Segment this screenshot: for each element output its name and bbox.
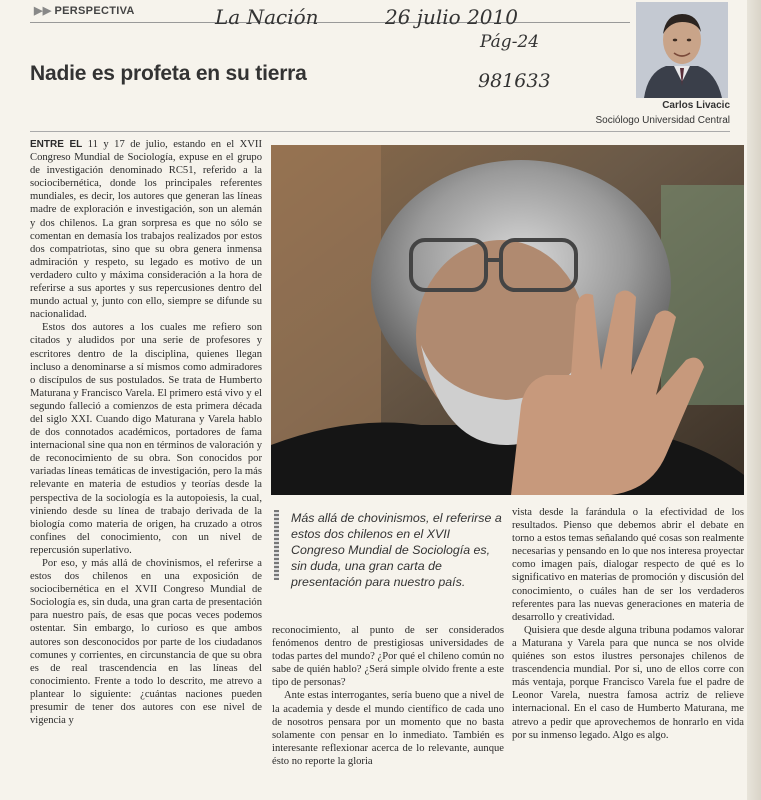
scan-edge xyxy=(747,0,761,800)
photo-caption: Más allá de chovinismos, el referirse a estos dos chilenos en el XVII Congreso Mundial de Sociología es, sin duda, una gran carta de presentación para nuestro país. xyxy=(291,511,502,589)
article-column-middle xyxy=(272,624,504,784)
portrait-photo-icon xyxy=(271,145,744,495)
caption-marker xyxy=(274,510,279,580)
section-tag xyxy=(34,4,135,17)
article-paragraph xyxy=(30,138,262,321)
article-column-left xyxy=(30,138,262,778)
author-portrait-icon xyxy=(636,2,728,98)
dateline: ENTRE EL xyxy=(30,139,83,150)
article-paragraph: Estos dos autores a los cuales me refiero son citados y aludidos por una serie de profesores y escritores dentro de la disciplina, quienes llegan incluso a denominarse a sí mismos como admiradores o discípulos de sus postulados. Se trata de Humberto Maturana y Francisco Varela. El primero está vivo y el segundo falleció a comienzos de esta primera década del siglo XXI. Cuando digo Maturana y Varela hablo de dos connotados académicos, portadores de fama internacional sine qua non en términos de valoración y de reconocimiento de su obra. Son conocidos por variadas líneas temáticas de investigación, pero la más relevante en materia de estudios y teorías desde la perspectiva de la sociología es la autopoiesis, la cual, viniendo desde su línea de trabajo derivada de la biología como materia de origen, ha cruzado a otros confines del conocimiento, con un nivel de repercusión superlativo. xyxy=(30,322,262,556)
handwritten-page: Pág-24 xyxy=(480,32,540,52)
paragraph-text: 11 y 17 de julio, estando en el XVII Congreso Mundial de Sociología, expuse en el grupo de investigación denominado RC51, referido a la sociocibernética, donde los principales referentes mundiales, es decir, los autores que generan las líneas madre de exploración e investigación, son un alemán y dos chilenos. La gran sorpresa es que no sólo se comentan en demasía los trabajos realizados por estos dos compatriotas, sino que su obra genera inmensa admiración y respeto, su legado es motivo de un verdadero culto y máxima consideración a la hora de referirse a sus aportes y sus repercusiones dentro del mundo actual y, junto con ello, siempre se difunde su nacionalidad. xyxy=(30,139,262,321)
article-paragraph: Ante estas interrogantes, sería bueno que a nivel de la academia y desde el mundo científico de cada uno de nosotros pensara por un momento que no basta solamente con pensar en lo inmediato. También es interesante reflexionar acerca de lo relevante, aunque ésto no reporte la gloria xyxy=(272,690,504,767)
article-paragraph: reconocimiento, al punto de ser considerados fenómenos dentro de prestigiosas universidades de todas partes del mundo? ¿Por qué el chileno común no sabe de quién hablo? ¿Será simple olvido frente a este tipo de personas? xyxy=(272,625,504,689)
author-role: Sociólogo Universidad Central xyxy=(595,115,730,126)
main-photo xyxy=(271,145,744,495)
article-paragraph: Por eso, y más allá de chovinismos, el referirse a estos dos chilenos en una exposición de sociocibernética en el XVII Congreso Mundial de Sociología es, sin duda, una gran carta de presentación para nuestro país, de esas que pocas veces podemos ostentar. Sin embargo, lo curioso es que ambos autores son desconocidos por parte de los ciudadanos comunes y corrientes, en circunstancia de que su obra es de real trascendencia en las líneas del conocimiento. Frente a todo lo descrito, me atrevo a plantear lo siguiente: ¿cuántas naciones pueden presumir de tener dos autores con ese nivel de vigencia y xyxy=(30,558,262,727)
handwritten-code: 981633 xyxy=(478,70,551,92)
section-arrows-icon: ▶▶ xyxy=(34,5,52,17)
article-column-right xyxy=(512,506,744,786)
article-paragraph: vista desde la farándula o la efectividad de los resultados. Pienso que debemos abrir el debate en torno a estos temas señalando qué cosas son realmente necesarias y pensando en lo que nos interesa proyectar como imagen país, dialogar respecto de qué es lo significativo en materias de promoción y discusión del conocimiento, o cuáles han de ser los verdaderos referentes para las nuevas generaciones en materia de desarrollo y creatividad. xyxy=(512,507,744,623)
article-headline: Nadie es profeta en su tierra xyxy=(30,62,307,85)
top-divider xyxy=(30,22,630,23)
byline-divider xyxy=(30,131,730,132)
handwritten-paper-name: La Nación xyxy=(215,5,319,29)
handwritten-date: 26 julio 2010 xyxy=(385,5,518,29)
author-name: Carlos Livacic xyxy=(662,100,730,111)
author-photo xyxy=(636,2,728,98)
article-paragraph: Quisiera que desde alguna tribuna podamos valorar a Maturana y Varela para que nunca se nos olvide quiénes son estos ilustres personajes chilenos de trascendencia mundial. Por si, uno de ellos corre con más ventaja, porque Francisco Varela fue el padre de Leonor Varela, nuestra famosa actriz de relieve internacional. En el caso de Humberto Maturana, me atrevo a pedir que aprovechemos de honrarlo en vida por su inmenso legado. Algo es algo. xyxy=(512,624,744,741)
section-label: PERSPECTIVA xyxy=(54,5,135,17)
